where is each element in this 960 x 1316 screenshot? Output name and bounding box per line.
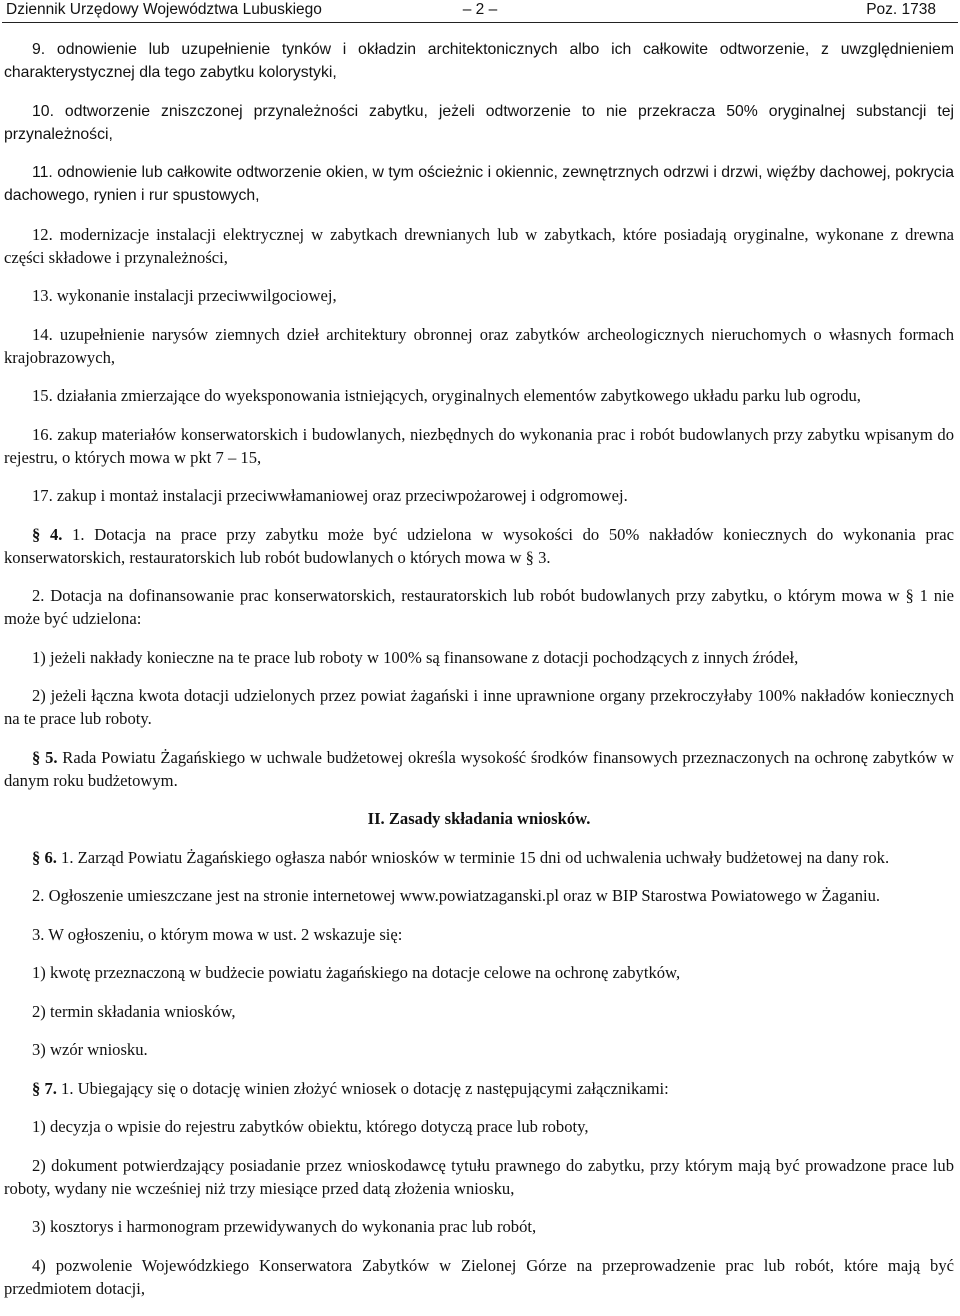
journal-title: Dziennik Urzędowy Województwa Lubuskiego: [6, 1, 322, 18]
list-paragraph: 1) kwotę przeznaczoną w budżecie powiatu żagańskiego na dotacje celowe na ochronę zabytków,: [32, 963, 681, 982]
page-header: [2, 0, 958, 23]
position-number: Poz. 1738: [866, 1, 936, 18]
list-paragraph: 9. odnowienie lub uzupełnienie tynków i okładzin architektonicznych albo ich całkowite odtworzenie, z uwzględnieniem charakterystycznej dla tego zabytku kolorystyki,: [4, 41, 954, 81]
list-paragraph: 2. Ogłoszenie umieszczane jest na stronie internetowej www.powiatzaganski.pl oraz w BIP Starostwa Powiatowego w Żaganiu.: [32, 886, 881, 905]
section-number: § 5.: [32, 747, 58, 767]
section-paragraph: [4, 746, 954, 792]
list-paragraph: 3) kosztorys i harmonogram przewidywanych do wykonania prac lub robót,: [32, 1217, 537, 1236]
list-paragraph: 15. działania zmierzające do wyeksponowania istniejących, oryginalnych elementów zabytkowego układu parku lub ogrodu,: [32, 386, 861, 405]
list-paragraph: 2. Dotacja na dofinansowanie prac konserwatorskich, restauratorskich lub robót budowlanych przy zabytku, o którym mowa w § 1 nie może być udzielona:: [4, 586, 954, 628]
list-paragraph: 10. odtworzenie zniszczonej przynależności zabytku, jeżeli odtworzenie to nie przekracza 50% oryginalnej substancji tej przynależności,: [4, 102, 954, 143]
paragraph-text: 1. Zarząd Powiatu Żagańskiego ogłasza nabór wniosków w terminie 15 dni od uchwalenia uchwały budżetowej na dany rok.: [56, 847, 890, 867]
list-paragraph: 13. wykonanie instalacji przeciwwilgociowej,: [32, 286, 337, 305]
list-paragraph: 1) jeżeli nakłady konieczne na te prace lub roboty w 100% są finansowane z dotacji pochodzących z innych źródeł,: [32, 647, 799, 667]
list-paragraph: 2) jeżeli łączna kwota dotacji udzielonych przez powiat żagański i inne uprawnione organy przekroczyłaby 100% nakładów koniecznych na te prace lub roboty.: [4, 686, 954, 728]
document-body: [2, 23, 958, 1300]
paragraph-text: 1. Dotacja na prace przy zabytku może być udzielona w wysokości do 50% nakładów koniecznych do wykonania prac konserwatorskich, restauratorskich lub robót budowlanych o których mowa w § 3.: [4, 524, 955, 567]
section-paragraph: [4, 846, 954, 869]
list-paragraph: 17. zakup i montaż instalacji przeciwwłamaniowej oraz przeciwpożarowej i odgromowej.: [32, 486, 628, 505]
section-number: § 6.: [32, 847, 57, 867]
list-paragraph: 3) wzór wniosku.: [32, 1040, 148, 1059]
section-heading: II. Zasady składania wniosków.: [367, 809, 591, 828]
list-paragraph: 12. modernizacje instalacji elektrycznej w zabytkach drewnianych lub w zabytkach, które posiadają oryginalne, wykonane z drewna części składowe i przynależności,: [4, 224, 954, 267]
list-paragraph: 2) dokument potwierdzający posiadanie przez wnioskodawcę tytułu prawnego do zabytku, przy którym mają być prowadzone prace lub roboty, wydany nie wcześniej niż trzy miesiące przed datą złożenia wniosku,: [4, 1155, 954, 1198]
list-paragraph: 16. zakup materiałów konserwatorskich i budowlanych, niezbędnych do wykonania prac i robót budowlanych przy zabytku wpisanym do rejestru, o których mowa w pkt 7 – 15,: [4, 424, 954, 467]
list-paragraph: 3. W ogłoszeniu, o którym mowa w ust. 2 wskazuje się:: [32, 924, 403, 944]
paragraph-text: 1. Ubiegający się o dotację winien złożyć wniosek o dotację z następującymi załącznikami:: [56, 1078, 669, 1098]
list-paragraph: 4) pozwolenie Wojewódzkiego Konserwatora Zabytków w Zielonej Górze na przeprowadzenie prac lub robót, które mają być przedmiotem dotacji,: [4, 1255, 954, 1298]
list-paragraph: 11. odnowienie lub całkowite odtworzenie okien, w tym ościeżnic i okiennic, zewnętrznych odrzwi i drzwi, więźby dachowej, pokrycia dachowego, rynien i rur spustowych,: [4, 164, 954, 204]
list-paragraph: 1) decyzja o wpisie do rejestru zabytków obiektu, którego dotyczą prace lub roboty,: [32, 1117, 589, 1136]
list-paragraph: 14. uzupełnienie narysów ziemnych dzieł architektury obronnej oraz zabytków archeologicznych nieruchomych o własnych formach krajobrazowych,: [4, 324, 954, 367]
paragraph-text: Rada Powiatu Żagańskiego w uchwale budżetowej określa wysokość środków finansowych przeznaczonych na ochronę zabytków w danym roku budżetowym.: [4, 747, 955, 790]
section-paragraph: [4, 523, 954, 569]
page-number: – 2 –: [462, 1, 498, 18]
section-number: § 7.: [32, 1078, 57, 1098]
section-paragraph: [4, 1077, 954, 1100]
list-paragraph: 2) termin składania wniosków,: [32, 1001, 236, 1021]
section-number: § 4.: [32, 524, 63, 544]
